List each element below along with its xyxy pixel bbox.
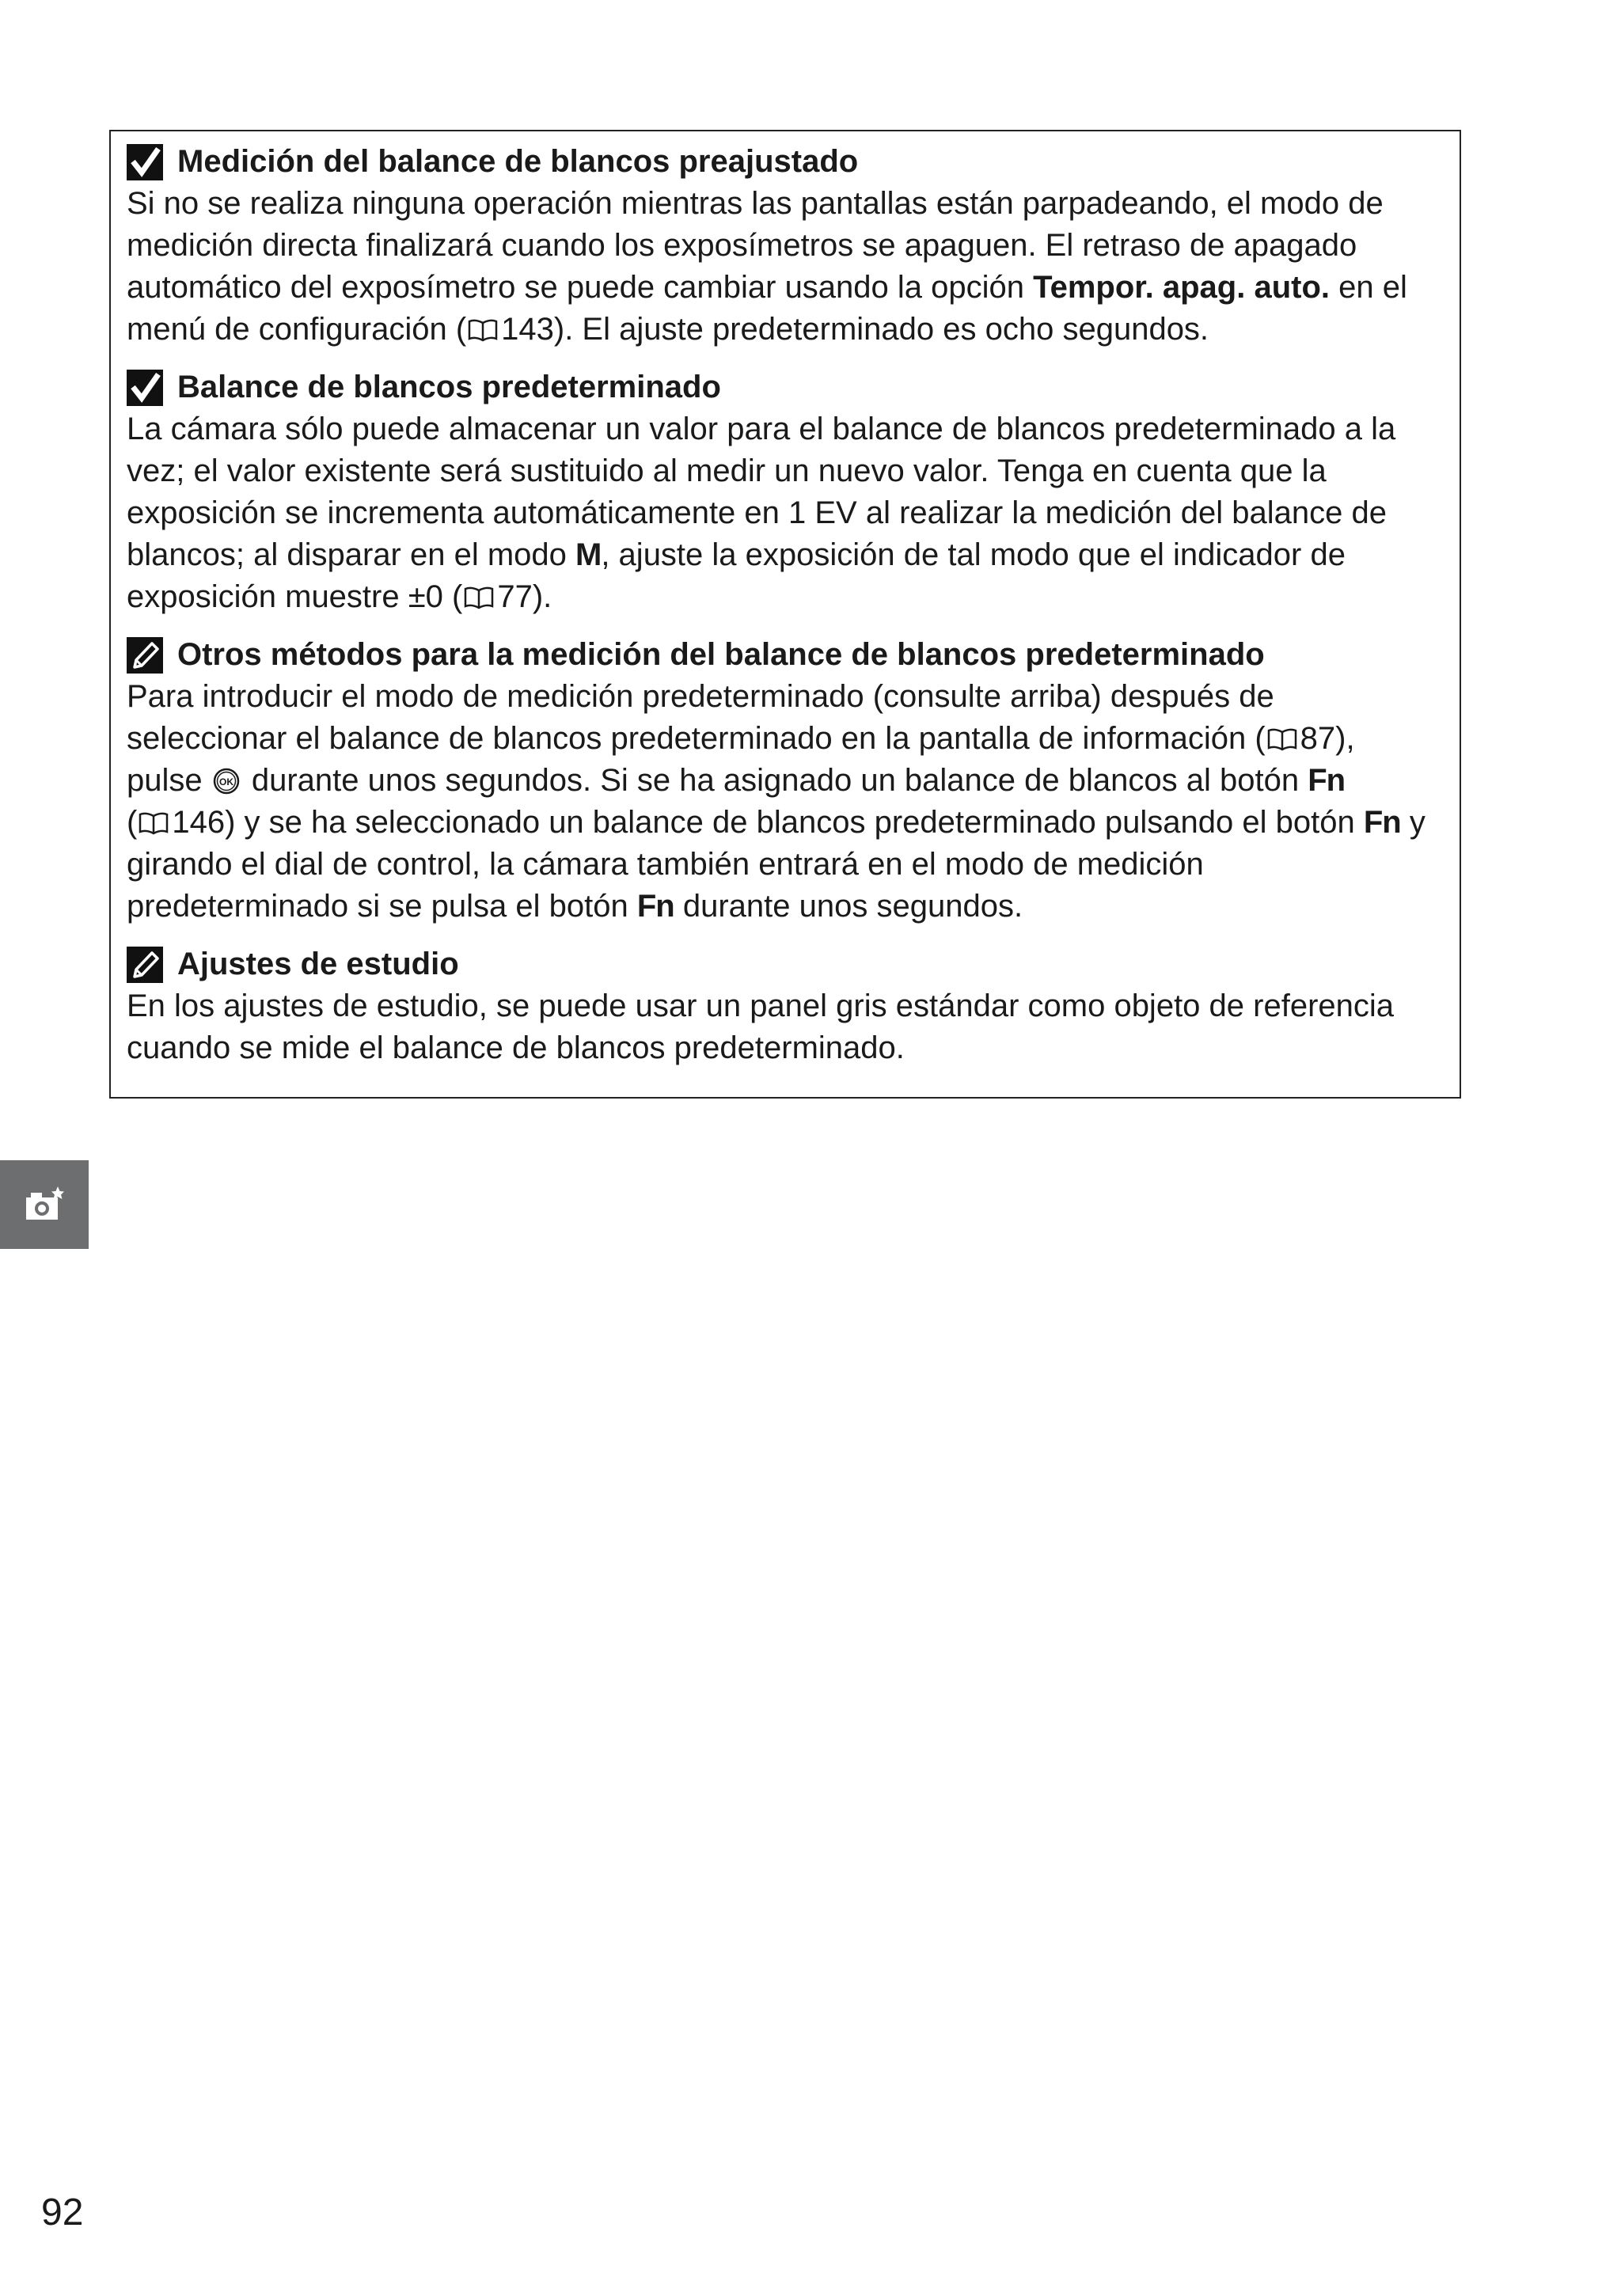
- body-text: menú de configuración (: [127, 312, 467, 347]
- body-text: Para introducir el modo de medición predeterminado (consulte arriba) después de: [127, 679, 1274, 714]
- fn-button-label: Fn: [1308, 763, 1346, 798]
- note-title: Otros métodos para la medición del balance de blancos predeterminado: [177, 637, 1265, 672]
- body-text: medición directa finalizará cuando los exposímetros se apaguen. El retraso de apagado: [127, 228, 1357, 263]
- note-heading: [127, 141, 1445, 183]
- page-number: 92: [41, 2192, 84, 2233]
- body-text: 77).: [497, 579, 552, 614]
- page-reference-icon: [464, 586, 494, 609]
- check-flag-icon: [127, 144, 163, 180]
- body-text: exposición se incrementa automáticamente en 1 EV al realizar la medición del balance de: [127, 495, 1388, 530]
- body-text: girando el dial de control, la cámara también entrará en el modo de medición: [127, 847, 1204, 882]
- page-reference-icon: [139, 811, 169, 835]
- note-preset-white-balance: [127, 366, 1445, 618]
- note-heading: [127, 943, 1445, 985]
- body-text: predeterminado si se pulsa el botón: [127, 889, 637, 924]
- body-text: vez; el valor existente será sustituido al medir un nuevo valor. Tenga en cuenta que la: [127, 454, 1327, 488]
- body-text: 87),: [1300, 721, 1355, 756]
- note-title: Medición del balance de blancos preajustado: [177, 144, 859, 179]
- menu-option-name: Tempor. apag. auto.: [1033, 270, 1331, 305]
- note-studio-settings: [127, 943, 1445, 1069]
- body-text: (: [127, 805, 138, 840]
- fn-button-label: Fn: [1363, 805, 1401, 840]
- mode-m-label: M: [575, 537, 602, 572]
- body-text: exposición muestre ±0 (: [127, 579, 463, 614]
- svg-text:OK: OK: [218, 776, 233, 787]
- section-tab: [0, 1160, 89, 1249]
- note-body: [127, 676, 1445, 928]
- body-text: , ajuste la exposición de tal modo que el indicador de: [601, 537, 1346, 572]
- check-flag-icon: [127, 370, 163, 406]
- body-text: En los ajustes de estudio, se puede usar un panel gris estándar como objeto de referencia: [127, 989, 1395, 1023]
- pencil-note-icon: [127, 637, 163, 674]
- body-text: y: [1400, 805, 1425, 840]
- note-title: Ajustes de estudio: [177, 947, 459, 981]
- body-text: blancos; al disparar en el modo: [127, 537, 575, 572]
- pencil-note-icon: [127, 947, 163, 983]
- body-text: durante unos segundos.: [674, 889, 1023, 924]
- note-title: Balance de blancos predeterminado: [177, 370, 721, 404]
- note-heading: [127, 634, 1445, 676]
- note-heading: [127, 366, 1445, 408]
- body-text: automático del exposímetro se puede cambiar usando la opción: [127, 270, 1034, 305]
- ok-button-icon: [213, 768, 240, 795]
- note-preset-measurement: [127, 141, 1445, 351]
- note-body: [127, 408, 1445, 618]
- camera-settings-icon: [23, 1185, 66, 1224]
- fn-button-label: Fn: [636, 889, 674, 924]
- note-body: [127, 183, 1445, 351]
- body-text: La cámara sólo puede almacenar un valor para el balance de blancos predeterminado a la: [127, 412, 1396, 446]
- body-text: en el: [1330, 270, 1407, 305]
- body-text: cuando se mide el balance de blancos predeterminado.: [127, 1030, 905, 1065]
- page-reference-icon: [468, 318, 498, 342]
- body-text: 143). El ajuste predeterminado es ocho segundos.: [501, 312, 1209, 347]
- body-text: pulse: [127, 763, 211, 798]
- body-text: seleccionar el balance de blancos predeterminado en la pantalla de información (: [127, 721, 1266, 756]
- body-text: Si no se realiza ninguna operación mientras las pantallas están parpadeando, el modo de: [127, 186, 1384, 221]
- body-text: durante unos segundos. Si se ha asignado un balance de blancos al botón: [242, 763, 1308, 798]
- note-other-methods: [127, 634, 1445, 928]
- body-text: 146) y se ha seleccionado un balance de blancos predeterminado pulsando el botón: [172, 805, 1364, 840]
- note-body: [127, 985, 1445, 1069]
- notes-box: [109, 130, 1461, 1099]
- page-reference-icon: [1267, 727, 1297, 751]
